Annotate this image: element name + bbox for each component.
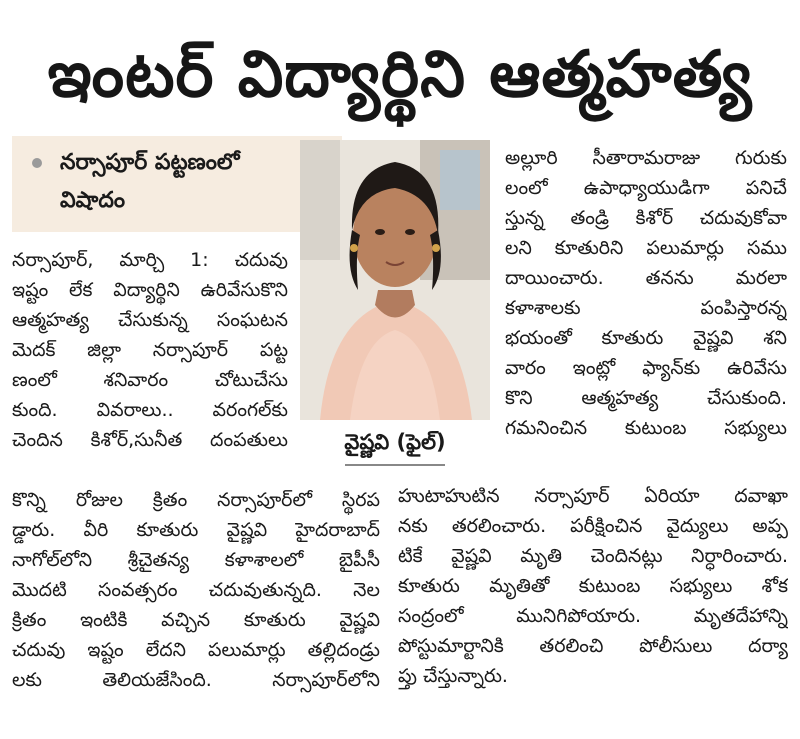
article-line: ప్తు చేస్తున్నారు. bbox=[398, 665, 508, 687]
article-line: కొన్ని రోజుల క్రితం నర్సాపూర్‌లో స్థిరప bbox=[12, 489, 380, 511]
article-line: భయంతో కూతురు వైష్ణవి శని bbox=[505, 327, 787, 349]
subheading-line: విషాదం bbox=[60, 188, 126, 213]
article-line: పోస్టుమార్టానికి తరలించి పోలీసులు దర్యా bbox=[398, 635, 788, 657]
article-column-left-bottom bbox=[12, 485, 380, 695]
article-line: చదువు ఇష్టం లేదని పలుమార్లు తల్లిదండ్రు bbox=[12, 639, 380, 661]
article-line: లంలో ఉపాధ్యాయుడిగా పనిచే bbox=[505, 177, 787, 199]
article-column-right-bottom bbox=[398, 481, 788, 691]
article-line: స్తున్న తండ్రి కిశోర్ చదువుకోవా bbox=[505, 207, 787, 229]
article-line: టికే వైష్ణవి మృతి చెందినట్లు నిర్ధారించారు. bbox=[398, 545, 788, 567]
photo-caption: వైష్ణవి (ఫైల్) bbox=[344, 430, 446, 454]
bullet-icon bbox=[32, 158, 42, 168]
article-column-right-top bbox=[505, 143, 787, 443]
article-line: నాగోల్‌లోని శ్రీచైతన్య కళాశాలలో బైపీసీ bbox=[12, 549, 380, 571]
article-line: ఆత్మహత్య చేసుకున్న సంఘటన bbox=[12, 309, 288, 331]
subheading-line: నర్సాపూర్ పట్టణంలో bbox=[60, 150, 240, 175]
article-line: లని కూతురిని పలుమార్లు సము bbox=[505, 237, 787, 259]
article-column-left bbox=[12, 245, 288, 455]
article-line: ణంలో శనివారం చోటుచేసు bbox=[12, 369, 288, 391]
article-line: అల్లూరి సీతారామరాజు గురుకు bbox=[505, 147, 787, 169]
article-line: కొని ఆత్మహత్య చేసుకుంది. bbox=[505, 387, 787, 409]
portrait-illustration bbox=[300, 140, 490, 420]
article-line: వారం ఇంట్లో ఫ్యాన్‌కు ఉరివేసు bbox=[505, 357, 787, 379]
article-line: ఇష్టం లేక విద్యార్థిని ఉరివేసుకొని bbox=[12, 279, 288, 301]
article-line: కుంది. వివరాలు.. వరంగల్‌కు bbox=[12, 399, 288, 421]
article-line: లకు తెలియజేసింది. నర్సాపూర్‌లోని bbox=[12, 669, 380, 691]
article-line: దాయించారు. తనను మరలా bbox=[505, 267, 787, 289]
article-line: చెందిన కిశోర్,సునీత దంపతులు bbox=[12, 429, 288, 451]
article-line: కూతురు మృతితో కుటుంబ సభ్యులు శోక bbox=[398, 575, 788, 597]
student-photo bbox=[300, 140, 490, 420]
caption-divider bbox=[345, 464, 445, 466]
article-line: గమనించిన కుటుంబ సభ్యులు bbox=[505, 417, 787, 439]
article-line: నకు తరలించారు. పరీక్షించిన వైద్యులు అప్ప bbox=[398, 515, 788, 537]
article-line: మొదటి సంవత్సరం చదువుతున్నది. నెల bbox=[12, 579, 380, 601]
article-line: డ్డారు. వీరి కూతురు వైష్ణవి హైదరాబాద్ bbox=[12, 519, 380, 541]
article-line: క్రితం ఇంటికి వచ్చిన కూతురు వైష్ణవి bbox=[12, 609, 380, 631]
article-line: మెదక్ జిల్లా నర్సాపూర్ పట్ట bbox=[12, 339, 288, 361]
article-line: కళాశాలకు పంపిస్తారన్న bbox=[505, 297, 787, 319]
article-line: నర్సాపూర్, మార్చి 1: చదువు bbox=[12, 249, 288, 271]
subheading-box bbox=[12, 136, 342, 232]
article-line: హుటాహుటిన నర్సాపూర్ ఏరియా దవాఖా bbox=[398, 485, 788, 507]
article-line: సంద్రంలో మునిగిపోయారు. మృతదేహాన్ని bbox=[398, 605, 788, 627]
headline: ఇంటర్ విద్యార్థిని ఆత్మహత్య bbox=[47, 38, 753, 112]
